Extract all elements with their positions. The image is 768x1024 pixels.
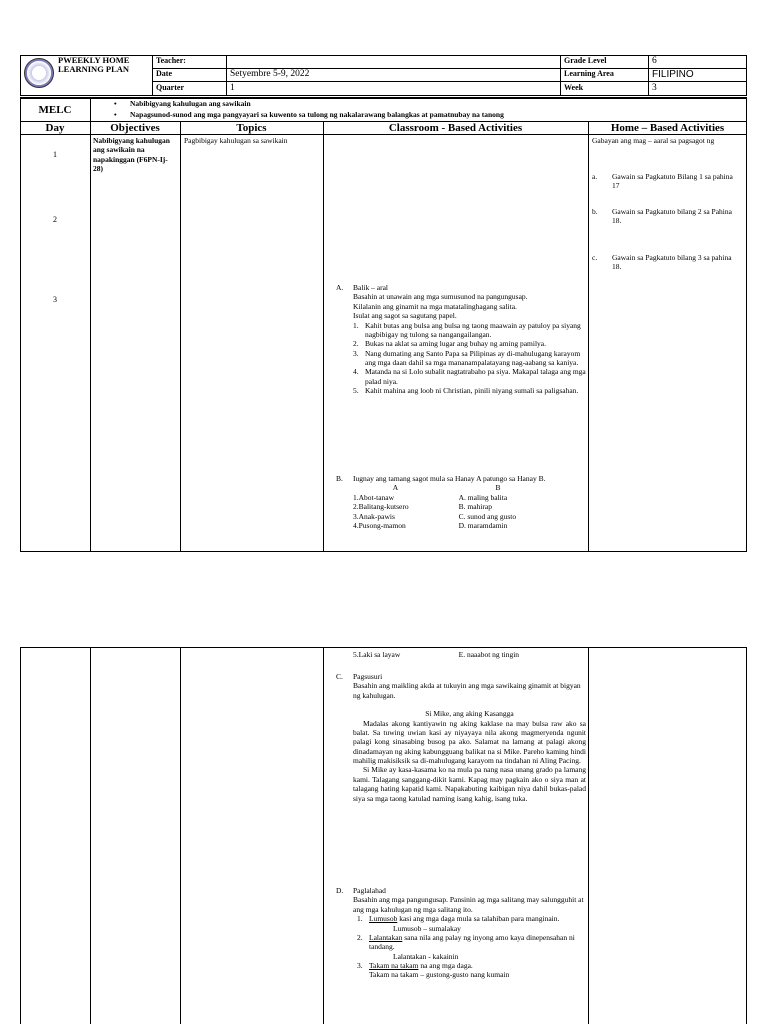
underlined-word: Takam na takam (369, 961, 419, 970)
section-b-marker: B. (336, 474, 343, 483)
home-item-text: Gawain sa Pagkatuto bilang 3 sa pahina 18. (612, 253, 732, 272)
section-a-item: Bukas na aklat sa aming lugar ang buhay ng aming pamilya. (365, 339, 546, 349)
story-title: Si Mike, ang aking Kasangga (425, 709, 514, 719)
pair-number: 3. (353, 511, 359, 521)
section-a-item: Nang dumating ang Santo Papa sa Pilipinas ay di-mahulugang karayom ang mga daan dahil sa mga mananampalatayang nag-aabang sa kaniya. (365, 348, 581, 367)
melc-label: MELC (38, 104, 72, 116)
week-label: Week (564, 83, 584, 92)
section-a-instruction: Basahin at unawain ang mga sumusunod na pangungusap. (353, 292, 528, 302)
section-a-title: Balik – aral (353, 283, 388, 292)
pair-number: 5. (353, 650, 359, 659)
grade-level-label: Grade Level (564, 56, 607, 65)
section-c-marker: C. (336, 672, 343, 681)
item-number: 4. (353, 367, 359, 377)
melc-item: Nabibigyang kahulugan ang sawikain (130, 99, 251, 108)
day-1: 1 (53, 150, 57, 159)
section-c-instruction: Basahin ang maikling akda at tukuyin ang mga sawikaing ginamit at bigyan ng kahulugan. (353, 681, 581, 700)
item-number: 3. (353, 348, 359, 358)
deped-seal-logo (24, 58, 54, 88)
section-a-instruction: Isulat ang sagot sa sagutang papel. (353, 311, 457, 321)
sentence-rest: kasi ang mga daga mula sa talahiban para manginain. (397, 914, 560, 924)
column-b-header: B (495, 483, 501, 493)
day-3: 3 (53, 295, 57, 304)
item-number: 2. (353, 339, 359, 349)
section-b-title: Iugnay ang tamang sagot mula sa Hanay A patungo sa Hanay B. (353, 474, 546, 483)
home-item-a (592, 172, 742, 191)
section-d-instruction: Basahin ang mga pangungusap. Pansinin ag mga salitang may salungguhit at ang mga kahulugan ng mga salitang ito. (353, 895, 584, 914)
word-meaning: Lalantakan - kakainin (393, 951, 459, 961)
underlined-word: Lumusob (369, 914, 398, 924)
section-a-item: Matanda na si Lolo subalit nagtatrabaho pa siya. Makapal talaga ang mga palad niya. (365, 367, 586, 386)
day-2: 2 (53, 215, 57, 224)
section-d-title: Paglalahad (353, 886, 386, 895)
section-a-item: Kahit mahina ang loob ni Christian, pinili niyang sumali sa paligsahan. (365, 386, 579, 396)
column-a-item: Anak-pawis (358, 511, 395, 521)
column-a-item: Laki sa layaw (358, 650, 401, 659)
section-a-item: Kahit butas ang bulsa ang bulsa ng taong maawain ay patuloy pa siyang nagbibigay ng tulong sa nangangailangan. (365, 320, 581, 339)
pair-number: 4. (353, 520, 359, 530)
pair-number: 2. (353, 502, 359, 512)
col-topics-header: Topics (236, 122, 267, 134)
word-meaning: Lumusob – sumalakay (393, 923, 461, 933)
column-a-item: Abot-tanaw (358, 492, 395, 502)
section-a-marker: A. (336, 283, 344, 292)
column-a-item: Balitang-kutsero (358, 502, 409, 512)
quarter-value: 1 (230, 83, 235, 93)
column-b-item: E. naaabot ng tingin (458, 650, 520, 659)
grade-level-value: 6 (652, 56, 657, 66)
section-a (336, 283, 586, 396)
home-item-marker: c. (592, 253, 598, 262)
objective-text: Nabibigyang kahulugan ang sawikain na napakinggan (F6PN-Ij-28) (93, 136, 170, 174)
quarter-label: Quarter (156, 83, 184, 92)
word-meaning: Takam na takam – gustong-gusto nang kumain (369, 970, 510, 980)
section-b-continued (353, 650, 583, 659)
col-home-header: Home – Based Activities (610, 122, 725, 134)
learning-area-value: FILIPINO (652, 69, 694, 80)
teacher-value (227, 55, 560, 68)
item-number: 5. (353, 386, 359, 396)
underlined-word: Lalantakan (369, 932, 403, 942)
home-intro: Gabayan ang mag – aaral sa pagsagot ng (592, 136, 715, 145)
column-b-item: A. maling balita (458, 492, 508, 502)
column-b-item: B. mahirap (458, 502, 492, 512)
item-number: 1. (353, 320, 359, 330)
section-c-title: Pagsusuri (353, 672, 383, 681)
column-b-item: D. maramdamin (458, 520, 508, 530)
item-number: 3. (357, 961, 363, 970)
pair-number: 1. (353, 492, 359, 502)
item-number: 2. (357, 932, 363, 942)
home-item-text: Gawain sa Pagkatuto Bilang 1 sa pahina 17 (612, 172, 733, 191)
home-item-text: Gawain sa Pagkatuto bilang 2 sa Pahina 18. (612, 207, 732, 226)
sentence-rest: sana nila ang palay ng inyong amo kaya dinepensahan ni tandang. (369, 932, 575, 952)
column-b-item: C. sunod ang gusto (458, 511, 517, 521)
column-a-item: Pusong-mamon (358, 520, 406, 530)
story-paragraph: Si Mike ay kasa-kasama ko na mula pa nang nasa unang grado pa lamang kami. Talagang sanggang-dikit kami. Kapag may pagkain ako o siya man at talagang hating kapatid kami. Napakabuting kaibigan niya dahil bukas-palad siya sa mga taong katulad naming isang kahig, isang tuka. (353, 765, 586, 803)
item-number: 1. (357, 914, 363, 924)
col-classroom-header: Classroom - Based Activities (388, 122, 523, 134)
learning-area-label: Learning Area (564, 69, 614, 78)
date-value: Setyembre 5-9, 2022 (230, 69, 310, 79)
story-paragraph: Madalas akong kantiyawin ng aking kaklase na may bulsa raw ako sa balat. Sa tuwing uwian kasi ay niyayaya nila akong magmeryenda ngunit palagi kong sinasabing busog pa ako. Salamat na lamang at palagi akong dinadamayan ng aking kabungguang balikat na si Mike. Pareho kaming hindi mahilig makisiksik sa di-mahulugang karayom na tindahan ni Aling Pacing. (353, 718, 586, 765)
week-value: 3 (652, 83, 657, 93)
home-item-c (592, 253, 742, 272)
section-a-instruction: Kilalanin ang ginamit na mga matatalinghagang salita. (353, 301, 517, 311)
teacher-label: Teacher: (156, 56, 186, 65)
section-c (336, 672, 586, 803)
sentence-rest: na ang mga daga. (418, 961, 473, 970)
date-label: Date (156, 69, 172, 78)
column-a-header: A (392, 483, 399, 493)
section-d-marker: D. (336, 886, 344, 895)
home-item-marker: a. (592, 172, 598, 181)
plan-title: PWEEKLY HOME LEARNING PLAN (58, 55, 130, 74)
home-item-marker: b. (592, 207, 598, 216)
home-item-b (592, 207, 742, 226)
col-objectives-header: Objectives (110, 122, 160, 134)
col-day-header: Day (45, 122, 65, 134)
melc-list: • Nabibigyang kahulugan ang sawikain • Napagsunod-sunod ang mga pangyayari sa kuwento sa tulong ng nakalarawang balangkas at pamatnubay na tanong (114, 99, 504, 119)
melc-item: Napagsunod-sunod ang mga pangyayari sa kuwento sa tulong ng nakalarawang balangkas at pamatnubay na tanong (130, 109, 504, 119)
section-b (336, 474, 586, 530)
topic-text: Pagbibigay kahulugan sa sawikain (184, 136, 288, 145)
section-d (336, 886, 586, 980)
